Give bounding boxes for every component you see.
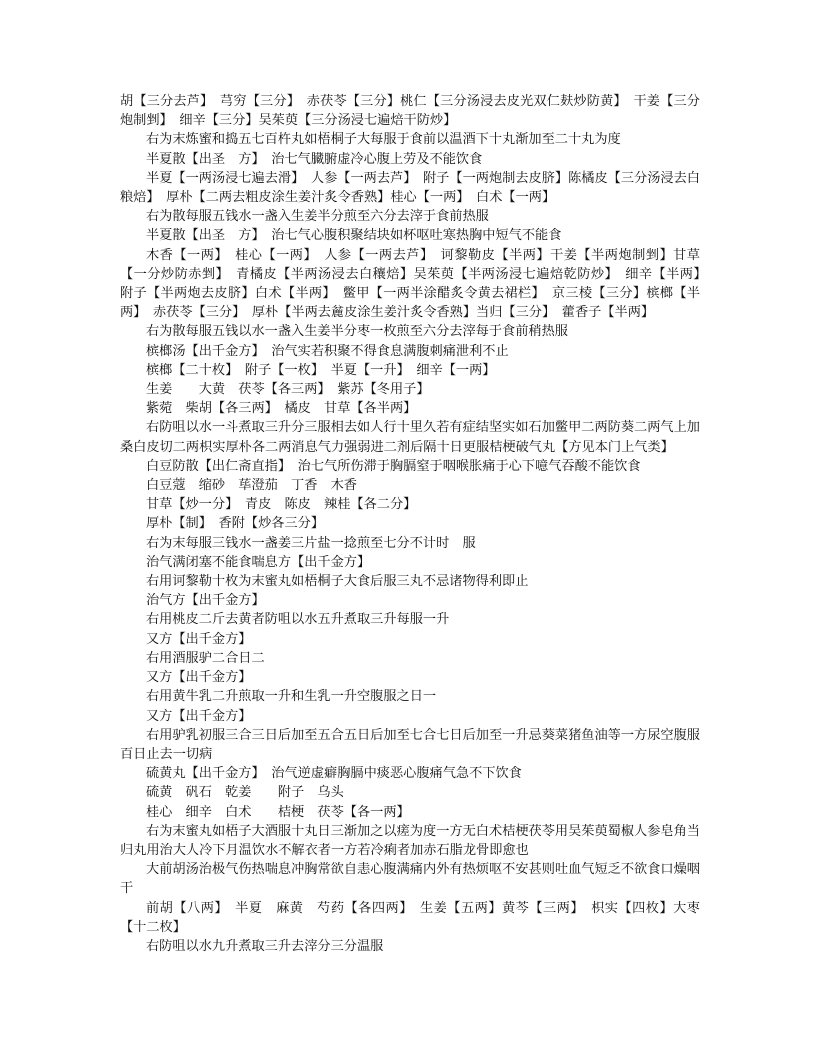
text-line-7: 木香【一两】 桂心【一两】 人参【一两去芦】 诃黎勒皮【半两】干姜【半两炮制剉】甘草【一分炒防赤剉】 青橘皮【半两汤浸去白穰焙】吴茱萸【半两汤浸七遍焙乾防炒】 细辛【半两】 附子【半两炮去皮脐】白术【半两】 鳖甲【一两半涂醋炙令黄去裙栏】 京三棱【三分】槟榔【半两】 赤茯苓【三分】 厚朴【半两去麄皮涂生姜汁炙令香熟】当归【三分】 藿香子【半两】 [120,247,714,321]
text-line-29: 硫黄丸【出千金方】 治气逆虚癖胸膈中痰恶心腹痛气急不下饮食 [146,766,522,782]
document-page [120,92,714,956]
text-line-26: 右用黄牛乳二升煎取一升和生乳一升空腹服之日一 [146,689,437,705]
text-line-17: 厚朴【制】 香附【炒各三分】 [146,516,325,532]
text-line-25: 又方【出千金方】 [146,670,252,686]
text-line-16: 甘草【炒一分】 青皮 陈皮 辣桂【各二分】 [146,497,417,513]
text-line-28: 右用驴乳初服三合三日后加至五合五日后加至七合七日后加至一升忌葵菜猪鱼油等一方尿空腹服百日止去一切病 [120,727,700,762]
text-line-11: 生姜 大黄 茯苓【各三两】 紫苏【冬用子】 [146,382,430,398]
text-line-5: 右为散每服五钱水一盏入生姜半分煎至六分去滓于食前热服 [146,209,489,225]
text-line-32: 右为末蜜丸如梧子大酒服十丸日三渐加之以瘥为度一方无白术桔梗茯苓用吴茱萸蜀椒人参皂角当归丸用治大人冷下月温饮水不解衣者一方若冷痢者加赤石脂龙骨即愈也 [120,823,700,858]
text-line-8: 右为散每服五钱以水一盏入生姜半分枣一枚煎至六分去滓每于食前稍热服 [146,324,568,340]
text-line-24: 右用酒服驴二合日二 [146,650,265,666]
text-line-22: 右用桃皮二斤去黄者防咀以水五升煮取三升每服一升 [146,612,450,628]
text-line-27: 又方【出千金方】 [146,708,252,724]
text-line-13: 右防咀以水一斗煮取三升分三服相去如人行十里久若有症结坚实如石加鳖甲二两防葵二两气上加桑白皮切二两枳实厚朴各二两消息气力强弱进二剂后隔十日更服桔梗破气丸【方见本门上气类】 [120,420,700,455]
text-line-18: 右为末每服三钱水一盏姜三片盐一捻煎至七分不计时 服 [146,535,476,551]
text-line-14: 白豆防散【出仁斋直指】 治七气所伤滞于胸膈窒于咽喉胀痛于心下噫气吞酸不能饮食 [146,458,641,474]
text-line-3: 半夏散【出圣 方】 治七气臓腑虚冷心腹上劳及不能饮食 [146,151,483,167]
text-line-23: 又方【出千金方】 [146,631,252,647]
text-line-15: 白豆蔻 缩砂 荜澄茄 丁香 木香 [146,478,357,494]
text-line-9: 槟榔汤【出千金方】 治气实若积聚不得食息满腹刺痛泄利不止 [146,343,509,359]
text-line-19: 治气满闭塞不能食喘息方【出千金方】 [146,554,371,570]
text-line-4: 半夏【一两汤浸七遍去滑】 人参【一两去芦】 附子【一两炮制去皮脐】陈橘皮【三分汤浸去白粮焙】 厚朴【二两去粗皮涂生姜汁炙令香熟】桂心【一两】 白术【一两】 [120,170,700,206]
text-line-20: 右用诃黎勒十枚为末蜜丸如梧桐子大食后服三丸不忌诸物得利即止 [146,574,529,590]
text-line-2: 右为末炼蜜和捣五七百杵丸如梧桐子大每服于食前以温酒下十丸渐加至二十丸为度 [146,132,621,148]
text-line-6: 半夏散【出圣 方】 治七气心腹积聚结块如杯呕吐寒热胸中短气不能食 [146,228,562,244]
text-line-12: 紫菀 柴胡【各三两】 橘皮 甘草【各半两】 [146,401,417,417]
text-line-30: 硫黄 矾石 乾姜 附子 乌头 [146,785,344,801]
text-line-34: 前胡【八两】 半夏 麻黄 芍药【各四两】 生姜【五两】黄芩【三两】 枳实【四枚】大枣【十二枚】 [120,900,700,935]
text-line-10: 槟榔【二十枚】 附子【一枚】 半夏【一升】 细辛【一两】 [146,362,496,378]
text-line-21: 治气方【出千金方】 [146,593,265,609]
text-line-33: 大前胡汤治极气伤热喘息冲胸常欲自恚心腹满痛内外有热烦呕不安甚则吐血气短乏不欲食口燥咽干 [120,862,700,897]
text-line-1: 胡【三分去芦】 芎穷【三分】 赤茯苓【三分】桃仁【三分汤浸去皮光双仁麸炒防黄】 干姜【三分炮制剉】 细辛【三分】吴茱萸【三分汤浸七遍焙干防炒】 [120,94,700,129]
text-line-31: 桂心 细辛 白术 桔梗 茯苓【各一两】 [146,804,410,820]
text-line-35: 右防咀以水九升煮取三升去滓分三分温服 [146,938,384,954]
